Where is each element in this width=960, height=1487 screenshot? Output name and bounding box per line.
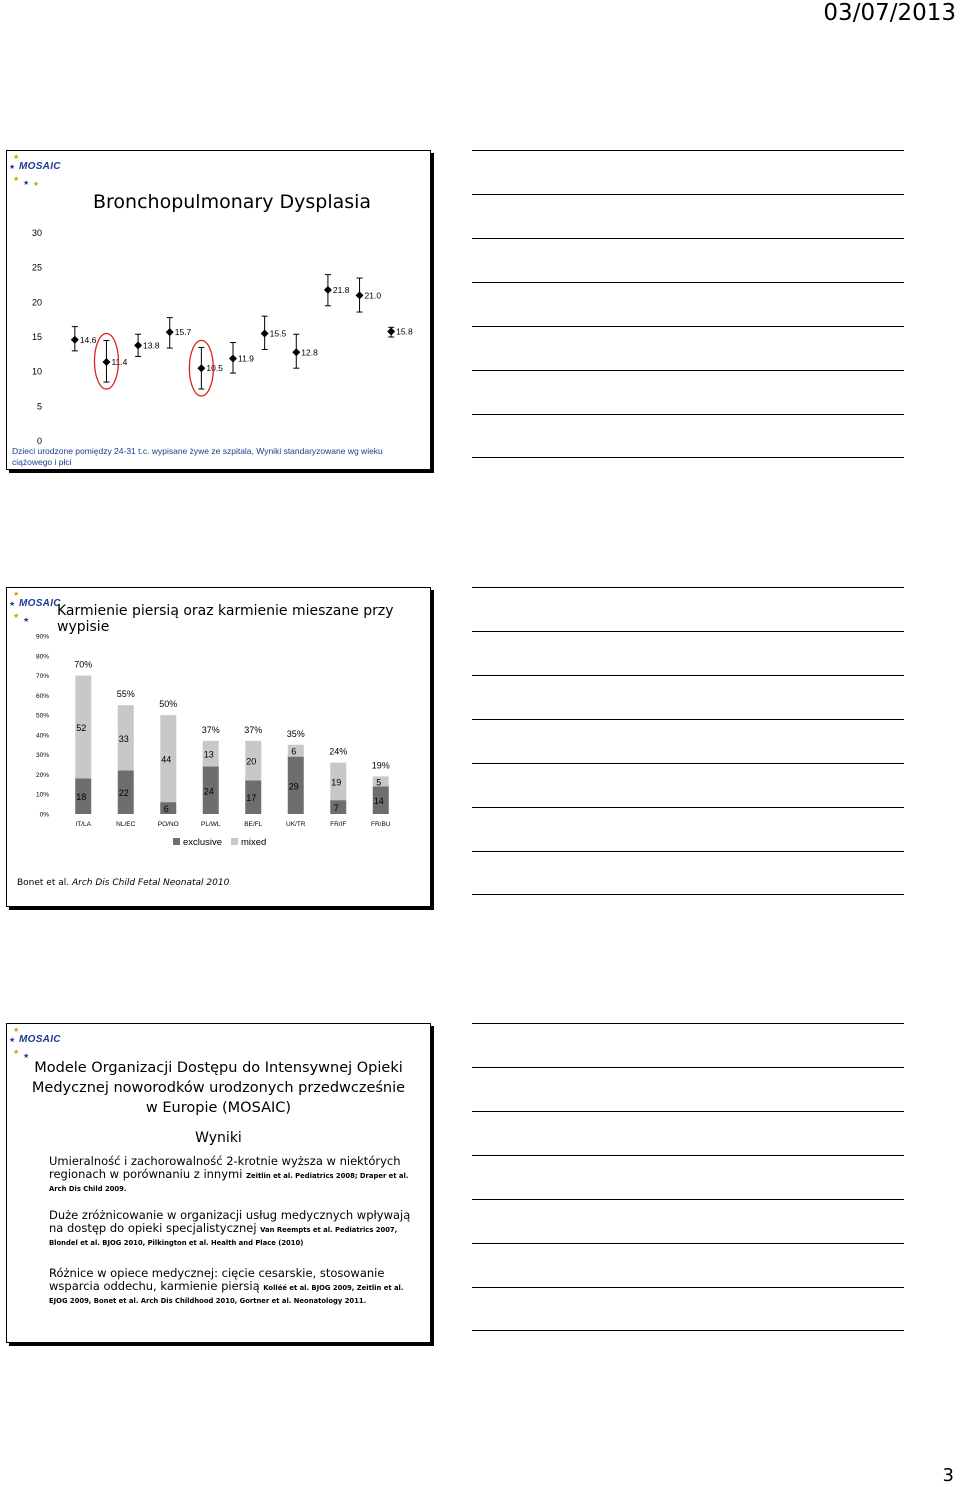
star-icon: ★	[33, 181, 40, 188]
data-label: 21.8	[332, 284, 350, 295]
x-tick-label: FR/BU	[371, 821, 391, 828]
bar-value-label: 17	[246, 793, 257, 804]
bar-value-label: 33	[118, 733, 129, 744]
legend-swatch-mixed	[231, 838, 238, 845]
y-tick-label: 30%	[35, 752, 49, 760]
bar-value-label: 13	[203, 749, 214, 760]
y-tick-label: 10%	[35, 791, 49, 799]
logo-text: MOSAIC	[19, 598, 61, 609]
title-line: Medycznej noworodków urodzonych przedwcześnie	[31, 1080, 406, 1096]
bar-total-label: 37%	[201, 724, 220, 735]
y-tick-label: 90%	[35, 633, 49, 641]
data-point	[71, 336, 79, 344]
legend-label-mixed: mixed	[241, 837, 267, 848]
bar-total-label: 70%	[74, 659, 93, 670]
bar-total-label: 35%	[286, 728, 305, 739]
star-icon: ★	[23, 180, 30, 187]
y-tick-label: 30	[31, 228, 42, 238]
breastfeeding-chart	[7, 628, 430, 868]
x-tick-label: NL/EC	[116, 821, 136, 828]
y-tick-label: 80%	[35, 653, 49, 661]
y-tick-label: 15	[31, 332, 42, 342]
x-tick-label: UK/TR	[286, 821, 306, 828]
bar-value-label: 6	[291, 746, 297, 757]
bar-value-label: 52	[76, 722, 87, 733]
data-label: 15.8	[396, 326, 413, 337]
mosaic-logo	[9, 153, 65, 189]
source-authors: Bonet et al.	[17, 878, 72, 888]
finding-paragraph	[49, 1209, 419, 1248]
star-icon: ★	[13, 1027, 20, 1034]
page-number: 3	[942, 1465, 954, 1486]
y-tick-label: 60%	[35, 692, 49, 700]
bar-value-label: 24	[203, 786, 214, 797]
title-line: w Europie (MOSAIC)	[145, 1100, 292, 1116]
bar-value-label: 18	[76, 792, 87, 803]
bar-value-label: 7	[333, 803, 339, 814]
x-tick-label: PL/WL	[200, 821, 221, 828]
data-label: 11.9	[238, 353, 254, 364]
x-tick-label: BE/FL	[244, 821, 263, 828]
y-tick-label: 20%	[35, 771, 49, 779]
print-date: 03/07/2013	[823, 0, 956, 26]
mosaic-logo	[9, 1026, 65, 1062]
data-label: 15.7	[174, 327, 192, 338]
y-tick-label: 25	[31, 262, 42, 273]
y-tick-label: 0	[36, 436, 42, 446]
data-point	[261, 330, 269, 338]
y-tick-label: 70%	[35, 673, 49, 681]
slide-title: Karmienie piersią oraz karmienie mieszane przy wypisie	[57, 603, 394, 635]
source-journal: Arch Dis Child Fetal Neonatal 2010	[71, 878, 230, 888]
slide-mosaic-results	[6, 1023, 431, 1343]
bar-total-label: 37%	[244, 724, 263, 735]
finding-text: Różnice w opiece medycznej: cięcie cesarskie, stosowanie wsparcia oddechu, karmienie piersią	[49, 1266, 385, 1293]
data-label: 11.4	[111, 356, 128, 367]
bar-value-label: 44	[161, 754, 172, 765]
y-tick-label: 5	[36, 401, 42, 412]
data-point	[324, 286, 332, 294]
bar-value-label: 22	[118, 788, 129, 799]
x-tick-label: FR/IF	[330, 821, 347, 828]
star-icon: ★	[9, 1037, 16, 1044]
star-icon: ★	[9, 601, 16, 608]
finding-reference: Van Reempts et al. Pediatrics 2007, Blondel et al. BJOG 2010, Pilkington et al. Health and Place (2010)	[49, 1226, 398, 1247]
star-icon: ★	[23, 617, 30, 624]
star-icon: ★	[9, 164, 16, 171]
y-tick-label: 10	[31, 366, 42, 377]
data-point	[166, 328, 174, 336]
slide-subtitle: Wyniki	[195, 1130, 242, 1146]
logo-text: MOSAIC	[19, 1034, 61, 1045]
data-point	[356, 291, 364, 299]
data-label: 13.8	[143, 340, 160, 351]
finding-text: Umieralność i zachorowalność 2-krotnie wyższa w niektórych regionach w porównaniu z innymi	[49, 1154, 401, 1181]
title-line: Modele Organizacji Dostępu do Intensywnej Opieki	[34, 1060, 403, 1076]
slide-title: Bronchopulmonary Dysplasia	[93, 191, 372, 213]
star-icon: ★	[23, 1053, 30, 1060]
finding-reference: Zeitlin et al. Pediatrics 2008; Draper et al. Arch Dis Child 2009.	[49, 1172, 409, 1193]
bar-value-label: 6	[163, 804, 169, 815]
bpd-chart	[7, 221, 430, 451]
data-label: 15.5	[269, 328, 287, 339]
y-tick-label: 20	[31, 297, 42, 308]
logo-text: MOSAIC	[19, 161, 61, 172]
data-label: 21.0	[364, 290, 382, 301]
source-citation	[17, 878, 229, 888]
bar-total-label: 24%	[329, 746, 348, 757]
bar-value-label: 19	[331, 777, 342, 788]
bar-value-label: 14	[373, 796, 384, 807]
bar-total-label: 55%	[116, 689, 135, 700]
finding-paragraph	[49, 1267, 419, 1306]
legend-swatch-exclusive	[173, 838, 180, 845]
data-label: 14.6	[79, 334, 97, 345]
slide-breastfeeding	[6, 587, 431, 907]
star-icon: ★	[13, 154, 20, 161]
star-icon: ★	[13, 1049, 20, 1056]
y-tick-label: 0%	[39, 811, 49, 819]
data-point	[387, 327, 395, 335]
data-point	[292, 348, 300, 356]
data-point	[229, 354, 237, 362]
finding-reference: Kolléé et al. BJOG 2009, Zeitlin et al. EJOG 2009, Bonet et al. Arch Dis Childhood 2010, Gortner et al. Neonatology 2011.	[49, 1284, 404, 1305]
x-tick-label: PO/NO	[157, 821, 179, 828]
data-point	[197, 364, 205, 372]
legend-label-exclusive: exclusive	[183, 837, 223, 848]
x-tick-label: IT/LA	[75, 821, 92, 828]
star-icon: ★	[13, 176, 20, 183]
star-icon: ★	[13, 591, 20, 598]
finding-paragraph	[49, 1155, 419, 1194]
y-tick-label: 40%	[35, 732, 49, 740]
star-icon: ★	[13, 613, 20, 620]
bar-value-label: 20	[246, 756, 257, 767]
finding-text: Duże zróżnicowanie w organizacji usług medycznych wpływają na dostęp do opieki specjalistycznej	[49, 1208, 411, 1235]
slide-title	[7, 1058, 430, 1118]
data-point	[102, 358, 110, 366]
bar-value-label: 29	[288, 781, 299, 792]
slide-bpd	[6, 150, 431, 470]
bar-value-label: 5	[376, 777, 382, 788]
y-tick-label: 50%	[35, 712, 49, 720]
chart-footnote: Dzieci urodzone pomiędzy 24-31 t.c. wypisane żywe ze szpitala, Wyniki standaryzowane wg wieku ciążowego i płci	[12, 446, 383, 467]
data-label: 10.5	[206, 363, 223, 374]
bar-total-label: 19%	[371, 760, 390, 771]
data-point	[134, 341, 142, 349]
bar-total-label: 50%	[159, 699, 178, 710]
data-label: 12.8	[301, 347, 318, 358]
